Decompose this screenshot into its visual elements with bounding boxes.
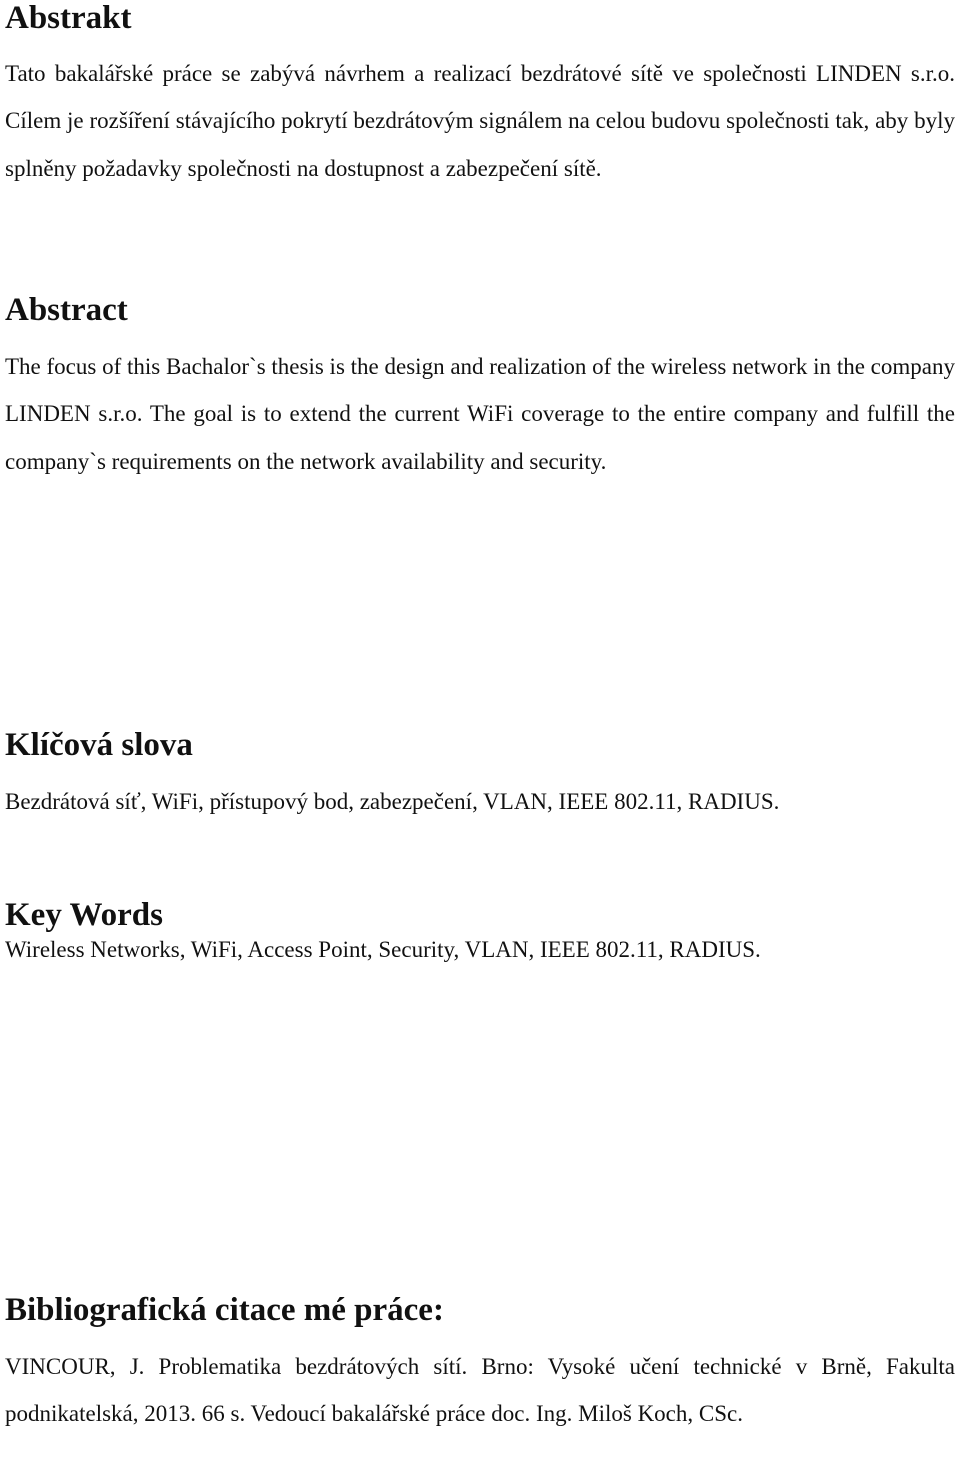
klicova-slova-text: Bezdrátová síť, WiFi, přístupový bod, zabezpečení, VLAN, IEEE 802.11, RADIUS.: [5, 789, 780, 814]
abstract-heading: Abstract: [5, 292, 128, 328]
abstract-paragraph: The focus of this Bachalor`s thesis is the design and realization of the wireless network in the company LINDEN s.r.o. The goal is to extend the current WiFi coverage to the entire company and fulfill the company`s requirements on the network availability and security.: [5, 354, 955, 474]
key-words-text: Wireless Networks, WiFi, Access Point, Security, VLAN, IEEE 802.11, RADIUS.: [5, 937, 761, 962]
abstrakt-heading: Abstrakt: [5, 0, 132, 36]
bibliograficka-citace-heading: Bibliografická citace mé práce:: [5, 1292, 444, 1328]
key-words-heading: Key Words: [5, 897, 163, 933]
bibliograficka-citace-text: VINCOUR, J. Problematika bezdrátových sítí. Brno: Vysoké učení technické v Brně, Fakulta podnikatelská, 2013. 66 s. Vedoucí bakalářské práce doc. Ing. Miloš Koch, CSc.: [5, 1354, 955, 1427]
abstrakt-paragraph: Tato bakalářské práce se zabývá návrhem a realizací bezdrátové sítě ve společnosti LINDEN s.r.o. Cílem je rozšíření stávajícího pokrytí bezdrátovým signálem na celou budovu společnosti tak, aby byly splněny požadavky společnosti na dostupnost a zabezpečení sítě.: [5, 61, 955, 181]
klicova-slova-heading: Klíčová slova: [5, 727, 193, 763]
